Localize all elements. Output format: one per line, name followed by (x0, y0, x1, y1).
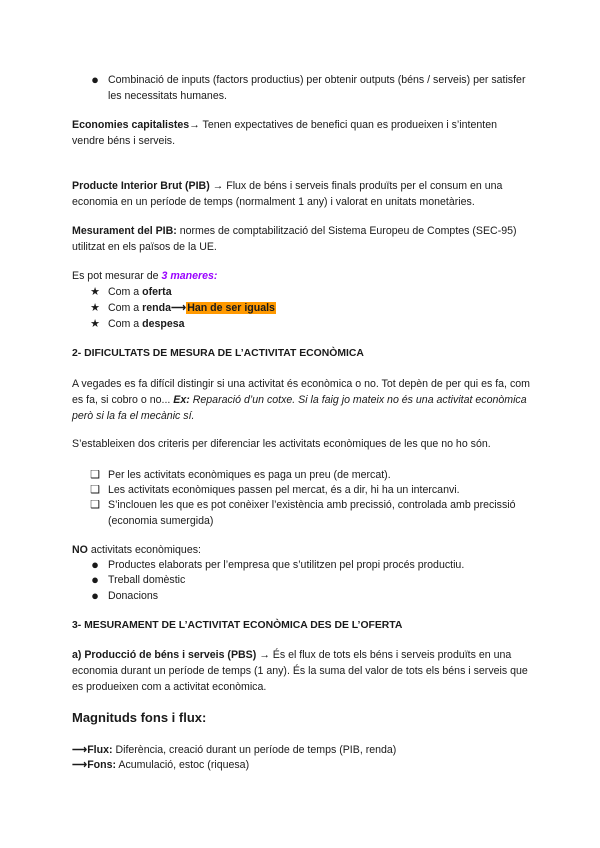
paragraph-fons: ⟶Fons: Acumulació, estoc (riquesa) (72, 759, 250, 771)
paragraph-flux: ⟶Flux: Diferència, creació durant un període de temps (PIB, renda) (72, 744, 397, 756)
bullet-dot-icon: ● (91, 557, 99, 572)
list-item: Treball domèstic (108, 574, 186, 586)
bullet-dot-icon: ● (91, 72, 99, 87)
paragraph-pib (72, 178, 532, 210)
star-icon: ★ (90, 286, 100, 298)
definition-text: Tenen expectatives de benefici quan es produeixen i s’intenten vendre béns i serveis. (72, 119, 497, 147)
bullet-text: Combinació de inputs (factors productius) per obtenir outputs (béns / serveis) per satisfer les necessitats humanes. (108, 74, 526, 102)
paragraph-mesurament (72, 223, 532, 255)
term-fons: Fons: (87, 759, 117, 771)
example-text: Reparació d’un cotxe. Si la faig jo mateix no és una activitat econòmica però si la fa el mecànic sí. (72, 394, 527, 422)
definition-text: Flux de béns i serveis finals produïts per el consum en una economia en un període de temps (normalment 1 any) i valorat en unitats monetàries. (72, 180, 503, 208)
bullet-dot-icon: ● (91, 588, 99, 603)
arrow: → (209, 180, 227, 192)
paragraph-maneres (72, 268, 532, 284)
list-item: Les activitats econòmiques passen pel mercat, és a dir, hi ha un intercanvi. (108, 484, 460, 496)
list-item: Com a renda⟶Han de ser iguals (108, 302, 275, 314)
arrow: ⟶ (72, 744, 88, 756)
arrow: ⟶ (171, 302, 187, 314)
example-label: Ex: (173, 394, 190, 406)
paragraph-dificultats: A vegades es fa difícil distingir si una activitat és econòmica o no. Tot depèn de per qui es fa, com es fa, si cobro o no... Ex: Reparació d’un cotxe. Si la faig jo mateix no és una activitat econòmica però si la fa el mecànic sí. (72, 378, 530, 422)
list-item: Com a despesa (108, 318, 185, 330)
arrow: → (189, 119, 200, 131)
subheading-magnituds: Magnituds fons i flux: (72, 710, 207, 725)
star-icon: ★ (90, 302, 100, 314)
paragraph-pbs: a) Producció de béns i serveis (PBS) → És el flux de tots els béns i serveis produïts en una economia durant un període de temps (1 any). És la suma del valor de tots els béns i serveis que es produeixen com a activitat econòmica. (72, 649, 528, 693)
paragraph-criteris: S’estableixen dos criteris per diferenciar les activitats econòmiques de les que no ho són. (72, 438, 491, 450)
term-mesurament: Mesurament del PIB: (72, 225, 177, 237)
term-pbs: a) Producció de béns i serveis (PBS) (72, 649, 257, 661)
bullet-dot-icon: ● (91, 572, 99, 587)
list-item: S’inclouen les que es pot conèixer l’existència amb precissió, controlada amb precissió (economia sumergida) (108, 499, 516, 527)
list-item: Donacions (108, 590, 159, 602)
arrow: → (256, 649, 273, 661)
checkbox-bullet-icon: ❑ (90, 484, 100, 496)
list-item: Productes elaborats per l’empresa que s’utilitzen pel propi procés productiu. (108, 559, 465, 571)
paragraph-capitalistes (72, 117, 532, 149)
term-capitalistes: Economies capitalistes (72, 119, 190, 131)
list-item: Com a oferta (108, 286, 172, 298)
star-icon: ★ (90, 318, 100, 330)
section-heading: 2- DIFICULTATS DE MESURA DE L’ACTIVITAT ECONÒMICA (72, 348, 364, 359)
paragraph-no-activitats: NO activitats econòmiques: (72, 544, 201, 556)
list-item: Per les activitats econòmiques es paga un preu (de mercat). (108, 469, 391, 481)
section-heading: 3- MESURAMENT DE L’ACTIVITAT ECONÒMICA DES DE L’OFERTA (72, 620, 403, 631)
maneres-highlight: 3 maneres: (161, 270, 218, 282)
arrow: ⟶ (72, 759, 88, 771)
maneres-intro: Es pot mesurar de (72, 270, 162, 282)
term-flux: Flux: (87, 744, 113, 756)
checkbox-bullet-icon: ❑ (90, 469, 100, 481)
highlight-note: Han de ser iguals (187, 302, 275, 314)
term-pib: Producte Interior Brut (PIB) (72, 180, 210, 192)
checkbox-bullet-icon: ❑ (90, 499, 100, 511)
definition-text: normes de comptabilització del Sistema Europeu de Comptes (SEC-95) utilitzat en els països de la UE. (72, 225, 517, 253)
